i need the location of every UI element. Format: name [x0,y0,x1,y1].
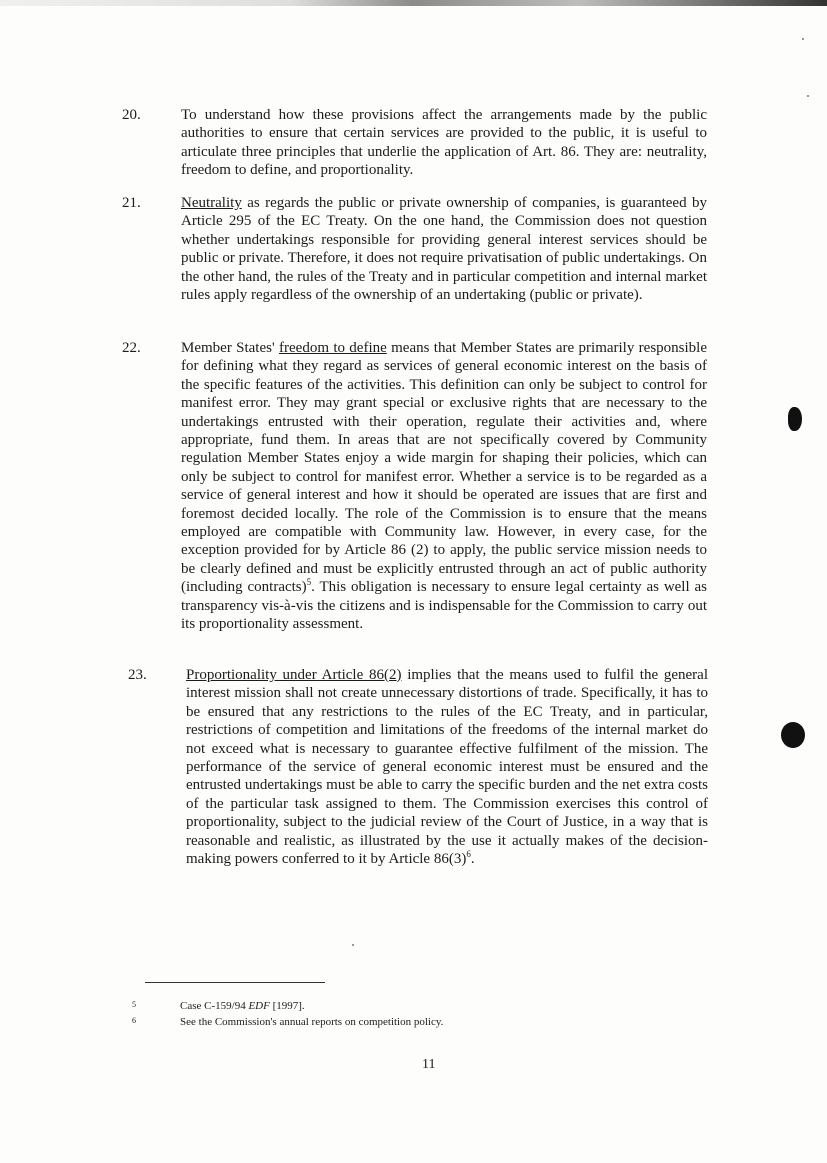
binder-hole-mark [781,722,805,748]
paragraph-text: To understand how these provisions affect the arrangements made by the public authorities to ensure that certain services are provided to the public, it is useful to articulate three principles that underlie the application of Art. 86. They are: neutrality, freedom to define, and proportionality. [181,107,707,179]
scan-speck [352,944,354,946]
paragraph-number: 20. [122,107,141,123]
binder-hole-mark [788,407,802,431]
footnote-text: Case C-159/94 EDF [1997]. [180,1000,305,1012]
term-freedom-to-define: freedom to define [279,340,387,356]
footnote-separator [145,982,325,983]
footnote-number: 5 [132,1000,136,1009]
footnote-text: See the Commission's annual reports on competition policy. [180,1016,444,1028]
paragraph-text: Proportionality under Article 86(2) implies that the means used to fulfil the general interest mission shall not create unnecessary distortions of trade. Specifically, it has to be ensured that any restrictions to the rules of the EC Treaty, and in particular, restrictions of competition and limitations of the freedoms of the internal market do not exceed what is necessary to guarantee effective fulfilment of the mission. The performance of the service of general economic interest must be ensured and the entrusted undertakings must be able to carry the specific burden and the net extra costs of the particular task assigned to them. The Commission exercises this control of proportionality, subject to the judicial review of the Court of Justice, in a way that is reasonable and realistic, as illustrated by the use it actually makes of the decision-making powers conferred to it by Article $86(3)^6$. [186,667,708,868]
paragraph-number: 23. [128,667,147,683]
scan-edge-shadow [0,0,827,6]
footnote-number: 6 [132,1016,136,1025]
paragraph-number: 21. [122,195,141,211]
term-proportionality: Proportionality under Article 86(2) [186,667,402,683]
footnote-ref[interactable]: 6 [466,849,471,860]
paragraph-number: 22. [122,340,141,356]
page-number: 11 [422,1057,436,1072]
footnote-ref[interactable]: 5 [306,577,312,588]
paragraph-text: Neutrality as regards the public or private ownership of companies, is guaranteed by Article 295 of the EC Treaty. On the one hand, the Commission does not question whether undertakings responsible for providing general interest services should be public or private. Therefore, it does not require privatisation of public undertakings. On the other hand, the rules of the Treaty and in particular competition and internal market rules apply regardless of the ownership of an undertaking (public or private). [181,195,707,304]
scan-speck [807,95,809,97]
paragraph-text: Member States' freedom to define means that Member States are primarily responsible for defining what they regard as services of general economic interest on the basis of the specific features of the activities. This definition can only be subject to control for manifest error. They may grant special or exclusive rights that are necessary to the undertakings entrusted with their operation, regulate their activities and, where appropriate, fund them. In areas that are not specifically covered by Community regulation Member States enjoy a wide margin for shaping their policies, which can only be subject to control for manifest error. Whether a service is to be regarded as a service of general interest and how it should be operated are issues that are first and foremost decided locally. The role of the Commission is to ensure that the means employed are compatible with Community law. However, in every case, for the exception provided for by Article 86 (2) to apply, the public service mission needs to be clearly defined and must be explicitly entrusted through an act of public authority (including contracts)$^5$. This obligation is necessary to ensure legal certainty as well as transparency vis-à-vis the citizens and is indispensable for the Commission to carry out its proportionality assessment. [181,340,707,633]
term-neutrality: Neutrality [181,195,242,211]
scan-speck [802,38,804,40]
